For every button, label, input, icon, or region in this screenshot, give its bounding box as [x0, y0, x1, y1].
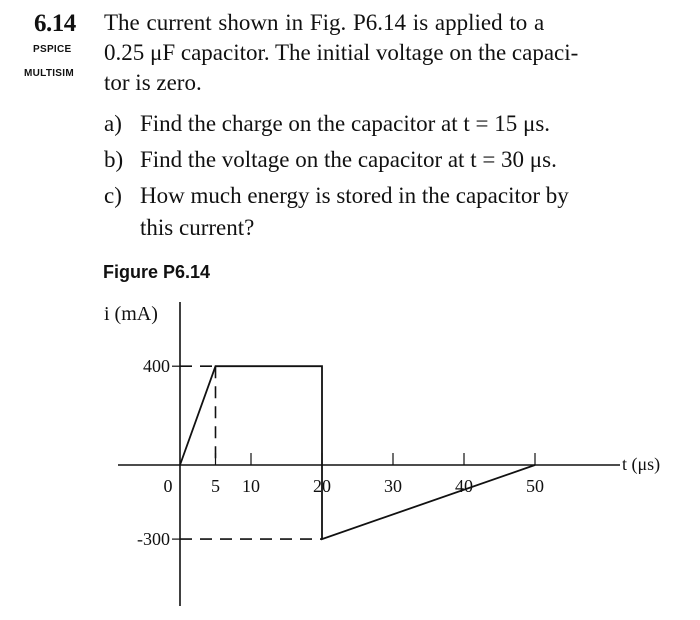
- part-c-text-continued: this current?: [140, 215, 255, 240]
- guide-lines: [180, 366, 322, 539]
- multisim-tag: MULTISIM: [24, 68, 74, 79]
- figure-caption: Figure P6.14: [103, 262, 211, 282]
- part-c-label: c): [104, 183, 122, 208]
- problem-stem-line-3: tor is zero.: [104, 70, 202, 95]
- x-tick-label-40: 40: [455, 476, 473, 496]
- problem-stem-line-2: 0.25 μF capacitor. The initial voltage on the capaci-: [104, 40, 579, 65]
- axes: [118, 302, 620, 606]
- part-b-text: Find the voltage on the capacitor at t = 30 μs.: [140, 147, 557, 172]
- series: [180, 366, 535, 539]
- x-tick-label-50: 50: [526, 476, 544, 496]
- part-a-text: Find the charge on the capacitor at t = 15 μs.: [140, 111, 551, 136]
- x-tick-label-5: 5: [211, 476, 220, 496]
- x-axis-label: t (μs): [622, 454, 661, 474]
- x-tick-label-10: 10: [242, 476, 260, 496]
- pspice-tag: PSPICE: [33, 44, 72, 55]
- part-b-label: b): [104, 147, 124, 172]
- y-tick-label--300: -300: [137, 529, 170, 550]
- y-axis-label: i (mA): [104, 303, 158, 325]
- ticks: [137, 356, 544, 549]
- current-waveform-line: [180, 366, 535, 539]
- x-tick-label-0: 0: [163, 476, 173, 496]
- part-c-text: How much energy is stored in the capacitor by: [140, 183, 569, 208]
- x-tick-label-20: 20: [313, 476, 331, 496]
- x-tick-label-30: 30: [384, 476, 402, 496]
- y-tick-label-400: 400: [143, 356, 170, 377]
- problem-number: 6.14: [34, 10, 76, 37]
- part-a-label: a): [104, 111, 122, 136]
- problem-stem-line-1: The current shown in Fig. P6.14 is applied to a: [104, 10, 545, 35]
